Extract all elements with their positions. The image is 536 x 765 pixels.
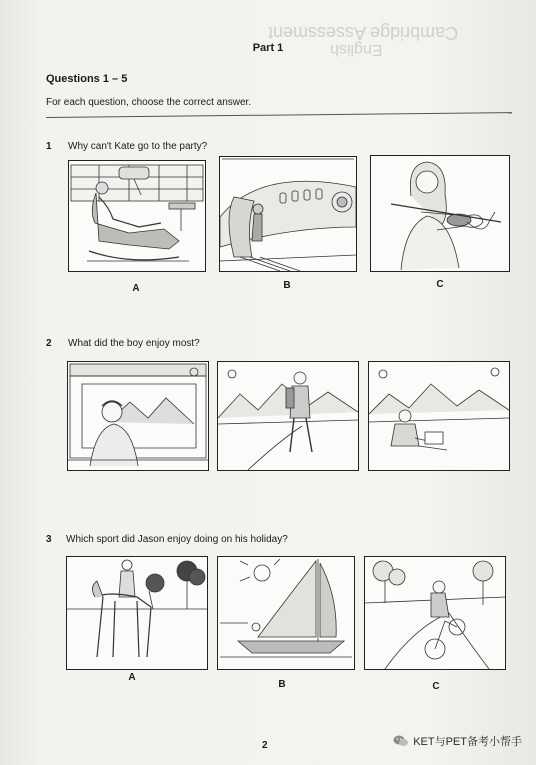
picture-option-b[interactable]	[217, 556, 355, 670]
picture-option-c[interactable]	[364, 556, 506, 670]
question-text: Which sport did Jason enjoy doing on his holiday?	[66, 534, 288, 545]
train-window-illustration	[68, 362, 208, 470]
questions-heading: Questions 1 – 5	[46, 73, 128, 85]
divider	[46, 112, 512, 118]
picture-option-b[interactable]	[219, 156, 357, 272]
picture-option-c[interactable]	[368, 361, 510, 471]
page-number: 2	[262, 740, 268, 751]
picture-option-a[interactable]	[68, 160, 206, 272]
option-label-a[interactable]: A	[128, 672, 136, 683]
picture-option-b[interactable]	[217, 361, 359, 471]
question-number: 3	[46, 534, 52, 545]
watermark	[393, 733, 522, 749]
question-text: What did the boy enjoy most?	[68, 338, 200, 349]
watermark-text: KET与PET备考小帮手	[413, 736, 522, 748]
violin-illustration	[371, 156, 509, 271]
option-label-a[interactable]: A	[132, 283, 140, 294]
airplane-door-illustration	[220, 157, 356, 271]
hiking-illustration	[218, 362, 358, 470]
option-label-c[interactable]: C	[436, 279, 444, 290]
wechat-icon	[393, 733, 409, 749]
option-label-b[interactable]: B	[278, 679, 286, 690]
question-number: 2	[46, 338, 52, 349]
horse-riding-illustration	[67, 557, 207, 669]
option-label-c[interactable]: C	[432, 681, 440, 692]
dentist-chair-illustration	[69, 161, 205, 271]
question-number: 1	[46, 141, 52, 152]
show-through-logo: Cambridge Assessment	[268, 23, 459, 43]
sailing-illustration	[218, 557, 354, 669]
show-through-logo-2: English	[330, 41, 383, 58]
picture-option-a[interactable]	[66, 556, 208, 670]
picture-option-c[interactable]	[370, 155, 510, 272]
instruction-text: For each question, choose the correct answer.	[46, 97, 252, 108]
question-text: Why can't Kate go to the party?	[68, 141, 208, 152]
cycling-illustration	[365, 557, 505, 669]
drawing-mountains-illustration	[369, 362, 509, 470]
option-label-b[interactable]: B	[283, 280, 291, 291]
picture-option-a[interactable]	[67, 361, 209, 471]
part-title: Part 1	[252, 42, 284, 54]
